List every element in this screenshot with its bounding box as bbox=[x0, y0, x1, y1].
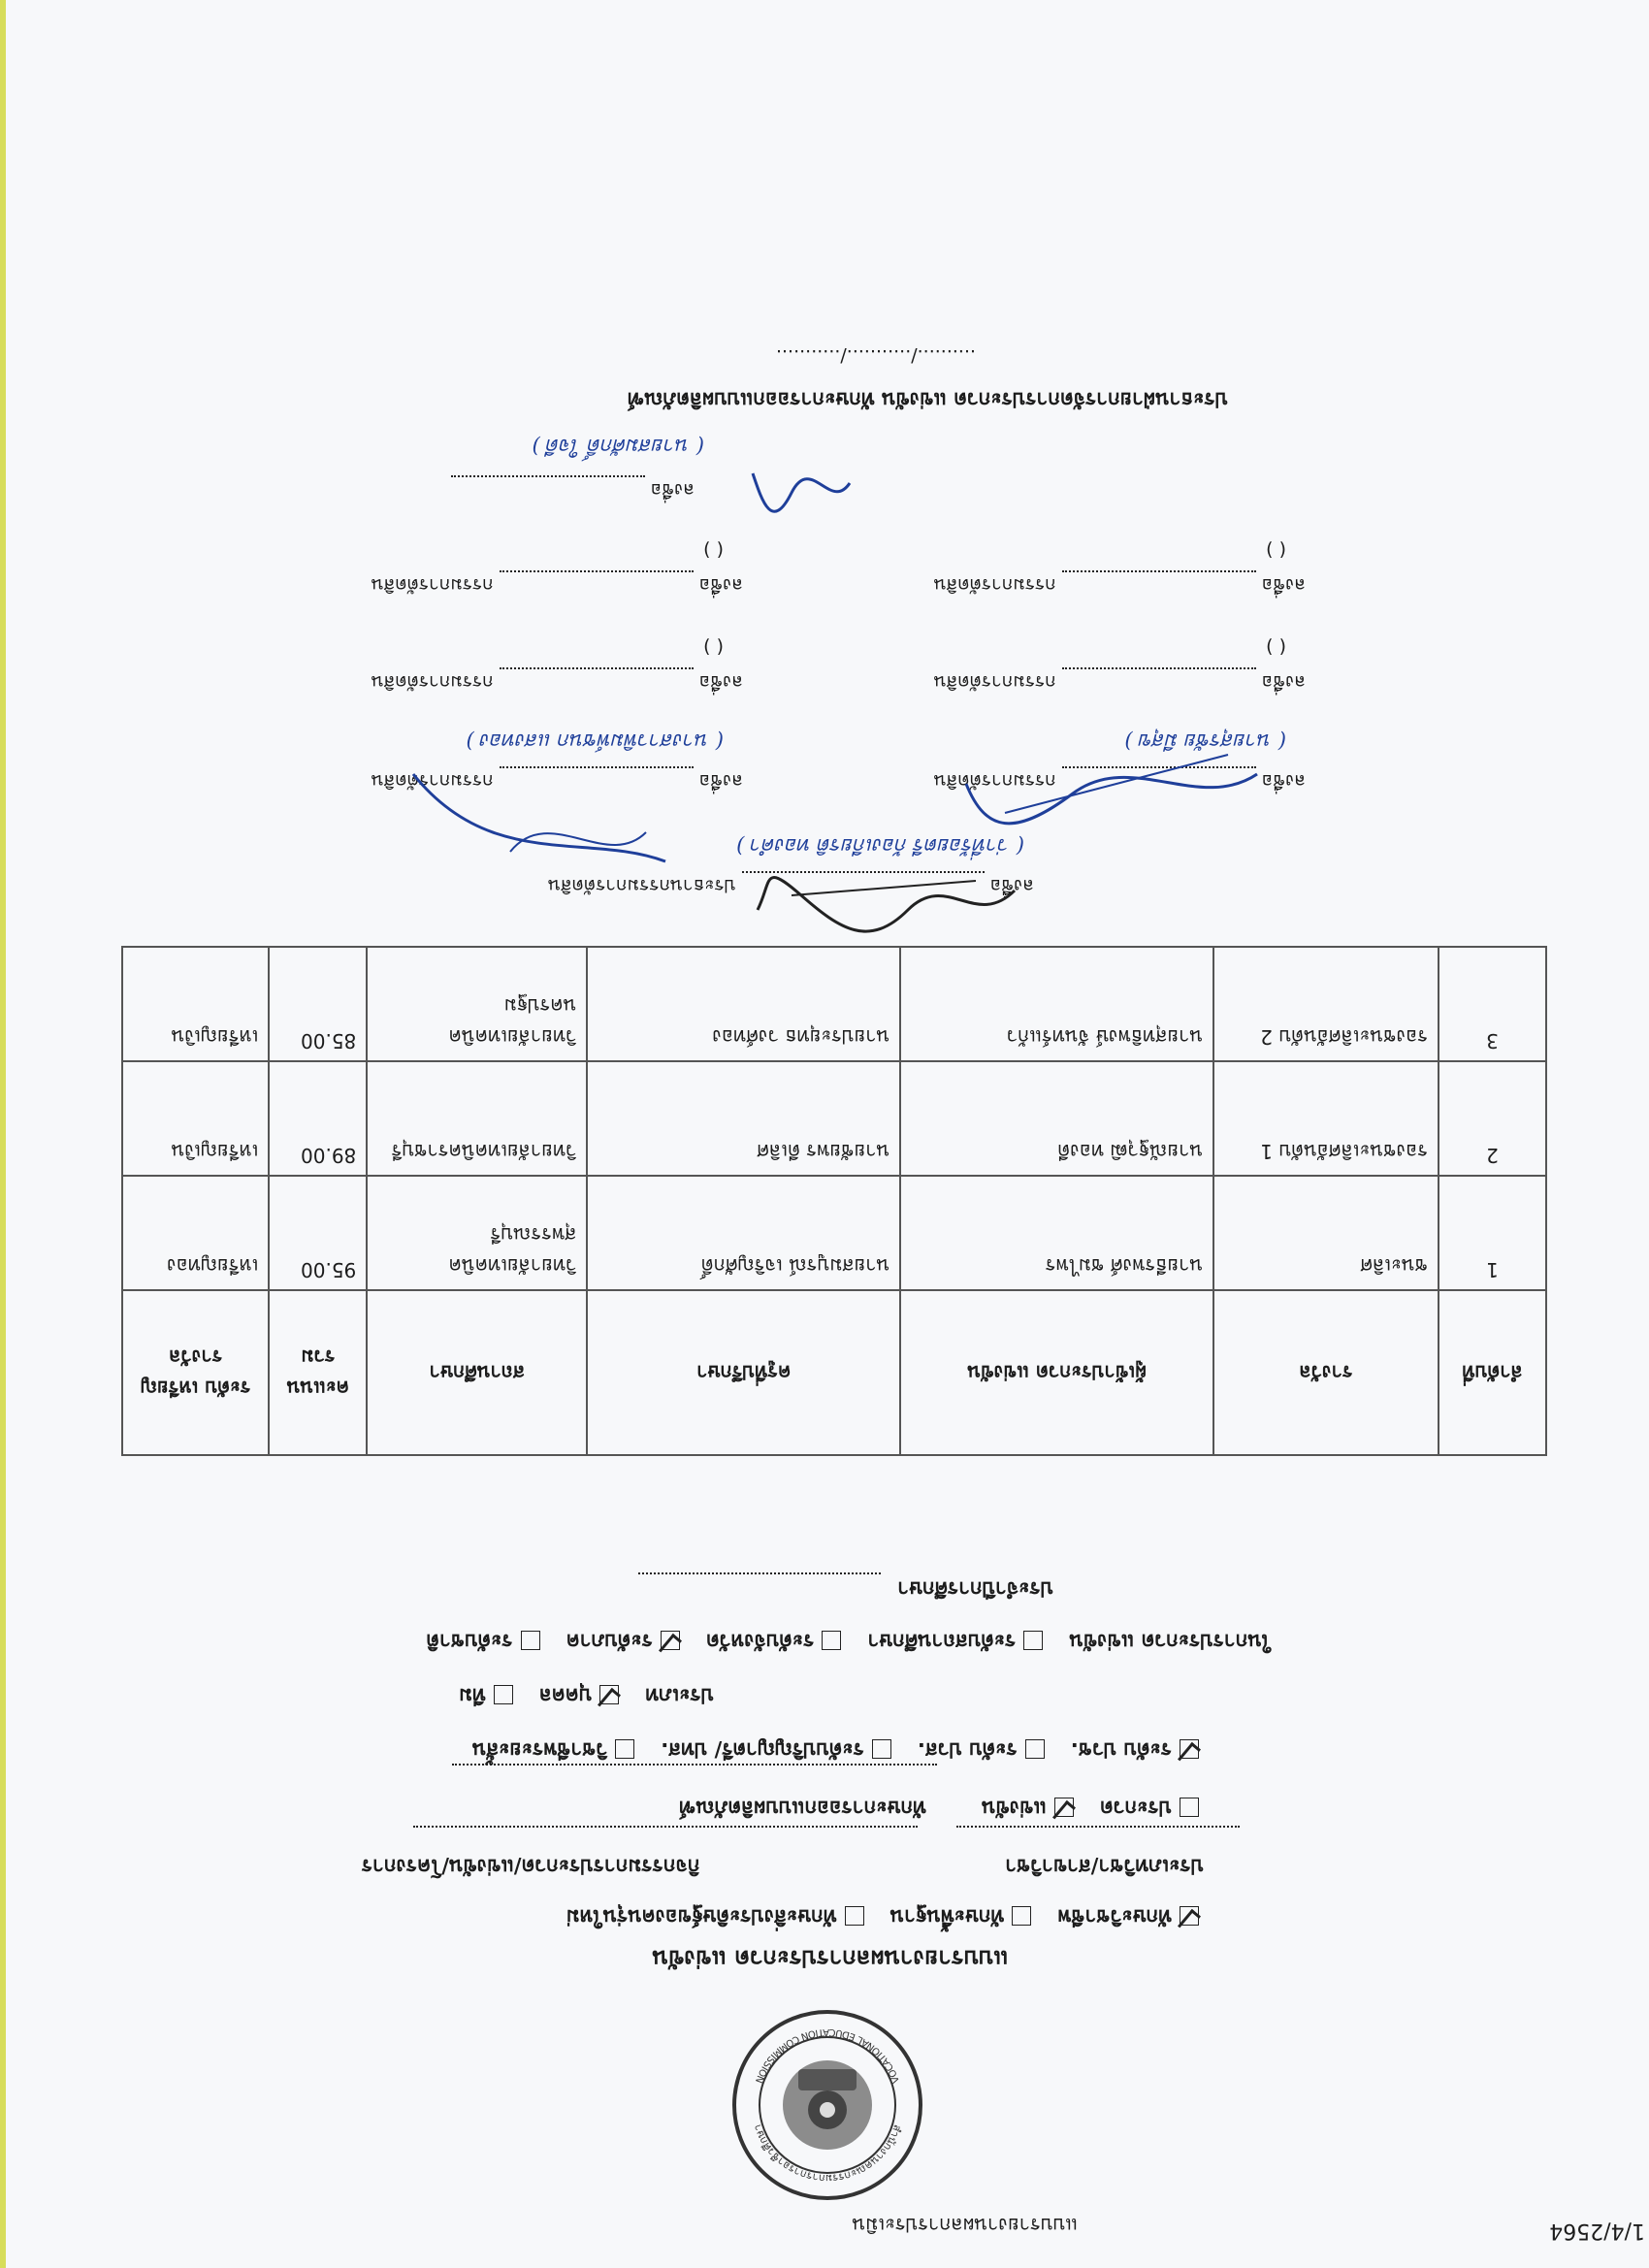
cell-score: 89.00 bbox=[269, 1061, 367, 1176]
col-rank: ลำดับที่ bbox=[1439, 1290, 1546, 1455]
level-bachelor[interactable]: ระดับปริญญาตรี/ ปทส. bbox=[661, 1738, 891, 1762]
option-basic[interactable]: ทักษะพื้นฐาน bbox=[890, 1905, 1032, 1928]
cell-advisor: นายประยุทธ วงศ์ทอง bbox=[587, 947, 900, 1061]
scope-school[interactable]: ระดับสถานศึกษา bbox=[867, 1630, 1043, 1653]
checkbox-icon[interactable] bbox=[1023, 1631, 1043, 1650]
vocational-education-seal-icon bbox=[730, 2008, 924, 2202]
member-signature-line: ลงชื่อ กรรมการตัดสิน bbox=[372, 570, 743, 599]
cell-advisor: นายสมบูรณ์ เจริญศักดิ์ bbox=[587, 1176, 900, 1290]
col-advisor: ครูที่ปรึกษา bbox=[587, 1290, 900, 1455]
member-name: ( ) bbox=[703, 539, 724, 561]
cell-medal: เหรียญเงิน bbox=[122, 947, 269, 1061]
scope-region[interactable]: ระดับภาค bbox=[566, 1630, 680, 1653]
cell-award: รองชนะเลิศอันดับ 1 bbox=[1213, 1061, 1439, 1176]
cell-rank: 1 bbox=[1439, 1176, 1546, 1290]
checkbox-icon[interactable] bbox=[615, 1739, 634, 1759]
cell-competitor: นายธีรพงศ์ ชมไพร bbox=[900, 1176, 1213, 1290]
checkbox-icon[interactable] bbox=[1012, 1906, 1031, 1926]
academic-year-blank[interactable] bbox=[638, 1572, 881, 1592]
level-vocational-cert[interactable]: ระดับ ปวช. bbox=[1071, 1738, 1199, 1762]
academic-year-row bbox=[638, 1572, 1053, 1604]
handwritten-signature-coordinator-icon bbox=[743, 444, 859, 522]
date-blank[interactable]: ........../.........../........... bbox=[775, 345, 976, 367]
form-header-label: แบบรายงานผลการประเมิน bbox=[852, 2214, 1078, 2237]
type-label: ประเภท bbox=[645, 1684, 714, 1707]
activity-blank[interactable] bbox=[413, 1826, 918, 1845]
cell-score: 95.00 bbox=[269, 1176, 367, 1290]
option-contest[interactable]: ประกวด bbox=[1100, 1797, 1199, 1820]
member-signature-line: ลงชื่อ กรรมการตัดสิน bbox=[934, 667, 1306, 697]
col-award: รางวัล bbox=[1213, 1290, 1439, 1455]
level-short-course[interactable]: วิชาชีพระยะสั้น bbox=[472, 1738, 634, 1762]
member-name: ( ) bbox=[1266, 539, 1286, 561]
cell-advisor: นายชัยพร ดีเลิศ bbox=[587, 1061, 900, 1176]
results-table bbox=[121, 946, 1547, 1456]
coordinator-name: ( นายสมศักดิ์ ใจดี ) bbox=[532, 435, 704, 458]
type-team[interactable]: ทีม bbox=[459, 1684, 513, 1707]
field-row bbox=[362, 1850, 1204, 1882]
cell-medal: เหรียญทอง bbox=[122, 1176, 269, 1290]
checkbox-icon[interactable] bbox=[1054, 1798, 1074, 1817]
cell-rank: 3 bbox=[1439, 947, 1546, 1061]
document-date: 1/4/2564 bbox=[1549, 2219, 1645, 2243]
field-underlines bbox=[413, 1826, 1240, 1845]
cell-award: ชนะเลิศ bbox=[1213, 1176, 1439, 1290]
field-label: ประเภทวิชา/สาขาวิชา bbox=[1005, 1855, 1204, 1878]
handwritten-signature-chair-icon bbox=[743, 861, 1034, 949]
form-title: แบบรายงานผลการประกวด แข่งขัน bbox=[652, 1945, 1009, 1972]
cell-award: รองชนะเลิศอันดับ 2 bbox=[1213, 947, 1439, 1061]
cell-rank: 2 bbox=[1439, 1061, 1546, 1176]
cell-school: วิทยาลัยเทคนิคสุพรรณบุรี bbox=[367, 1176, 587, 1290]
academic-year-label: ประจำปีการศึกษา bbox=[897, 1577, 1053, 1601]
seal-text-en: VOCATIONAL EDUCATION COMMISSION bbox=[752, 2025, 903, 2085]
cell-score: 85.00 bbox=[269, 947, 367, 1061]
member-name: ( ) bbox=[1266, 636, 1286, 658]
member-signature-line: ลงชื่อ กรรมการตัดสิน bbox=[372, 667, 743, 697]
level-high-vocational[interactable]: ระดับ ปวส. bbox=[918, 1738, 1045, 1762]
activity-name-underline bbox=[452, 1764, 937, 1783]
seal-text-th: สำนักงานคณะกรรมการการอาชีวศึกษา bbox=[751, 2122, 904, 2186]
scope-options bbox=[404, 1625, 1272, 1657]
col-competitor: ผู้เข้าประกวด แข่งขัน bbox=[900, 1290, 1213, 1455]
checkbox-icon[interactable] bbox=[872, 1739, 891, 1759]
table-row bbox=[122, 1061, 1546, 1176]
col-medal: ระดับ เหรียญ รางวัล bbox=[122, 1290, 269, 1455]
checkbox-icon[interactable] bbox=[822, 1631, 841, 1650]
member-name: ( นางสาวพิมพ์ชนก แสงทอง ) bbox=[466, 729, 724, 753]
cell-school: วิทยาลัยเทคนิคราชบุรี bbox=[367, 1061, 587, 1176]
member-signature-line: ลงชื่อ กรรมการตัดสิน bbox=[934, 766, 1306, 795]
level-options bbox=[451, 1733, 1199, 1766]
coordinator-title: ประธานฝ่ายการจัดการประกวด แข่งขัน ทักษะการออกแบบผลิตภัณฑ์ bbox=[627, 388, 1228, 411]
table-row bbox=[122, 1176, 1546, 1290]
checkbox-icon[interactable] bbox=[661, 1631, 680, 1650]
member-signature-line: ลงชื่อ กรรมการตัดสิน bbox=[372, 766, 743, 795]
member-name: ( ) bbox=[703, 636, 724, 658]
type-options bbox=[437, 1679, 714, 1711]
cell-medal: เหรียญเงิน bbox=[122, 1061, 269, 1176]
checkbox-icon[interactable] bbox=[521, 1631, 540, 1650]
checkbox-icon[interactable] bbox=[1180, 1739, 1199, 1759]
option-competition[interactable]: แข่งขัน bbox=[982, 1797, 1074, 1820]
rotated-content bbox=[6, 0, 1649, 2268]
checkbox-icon[interactable] bbox=[1180, 1906, 1199, 1926]
activity-name: ทักษะการออกแบบผลิตภัณฑ์ bbox=[678, 1797, 926, 1820]
scope-province[interactable]: ระดับจังหวัด bbox=[706, 1630, 841, 1653]
member-name: ( นายสุรชัย มีสุข ) bbox=[1124, 729, 1286, 753]
compete-options bbox=[658, 1792, 1199, 1824]
checkbox-icon[interactable] bbox=[1180, 1798, 1199, 1817]
checkbox-icon[interactable] bbox=[845, 1906, 864, 1926]
scope-label: ในการประกวด แข่งขัน bbox=[1069, 1630, 1272, 1653]
option-invention[interactable]: ทักษะสิ่งประดิษฐ์ของคนรุ่นใหม่ bbox=[566, 1905, 864, 1928]
cell-school: วิทยาลัยเทคนิคนครปฐม bbox=[367, 947, 587, 1061]
cell-competitor: นายณัฐวุฒิ ทองดี bbox=[900, 1061, 1213, 1176]
chair-signature-line: ลงชื่อ ประธานกรรมการตัดสิน bbox=[548, 871, 1034, 900]
category-options bbox=[545, 1900, 1199, 1932]
coordinator-signature-line: ลงชื่อ bbox=[451, 475, 695, 504]
scope-national[interactable]: ระดับชาติ bbox=[426, 1630, 539, 1653]
type-individual[interactable]: บุคคล bbox=[539, 1684, 619, 1707]
chair-name: ( ว่าที่ร้อยตรี ก้องเกียรติ ทองคำ ) bbox=[736, 834, 1024, 858]
checkbox-icon[interactable] bbox=[599, 1685, 619, 1704]
member-signature-line: ลงชื่อ กรรมการตัดสิน bbox=[934, 570, 1306, 599]
table-row bbox=[122, 947, 1546, 1061]
checkbox-icon[interactable] bbox=[1025, 1739, 1045, 1759]
checkbox-icon[interactable] bbox=[494, 1685, 513, 1704]
handwritten-signature-member-2-icon bbox=[394, 755, 685, 891]
activity-label: กิจกรรมการประกวด/แข่งขัน/โครงการ bbox=[361, 1855, 700, 1878]
table-header-row bbox=[122, 1290, 1546, 1455]
col-score: คะแนน รวม bbox=[269, 1290, 367, 1455]
field-blank[interactable] bbox=[956, 1826, 1240, 1845]
cell-competitor: นายสุทธิพงษ์ จันทร์แก้ว bbox=[900, 947, 1213, 1061]
option-skill[interactable]: ทักษะวิชาชีพ bbox=[1057, 1905, 1199, 1928]
col-school: สถานศึกษา bbox=[367, 1290, 587, 1455]
